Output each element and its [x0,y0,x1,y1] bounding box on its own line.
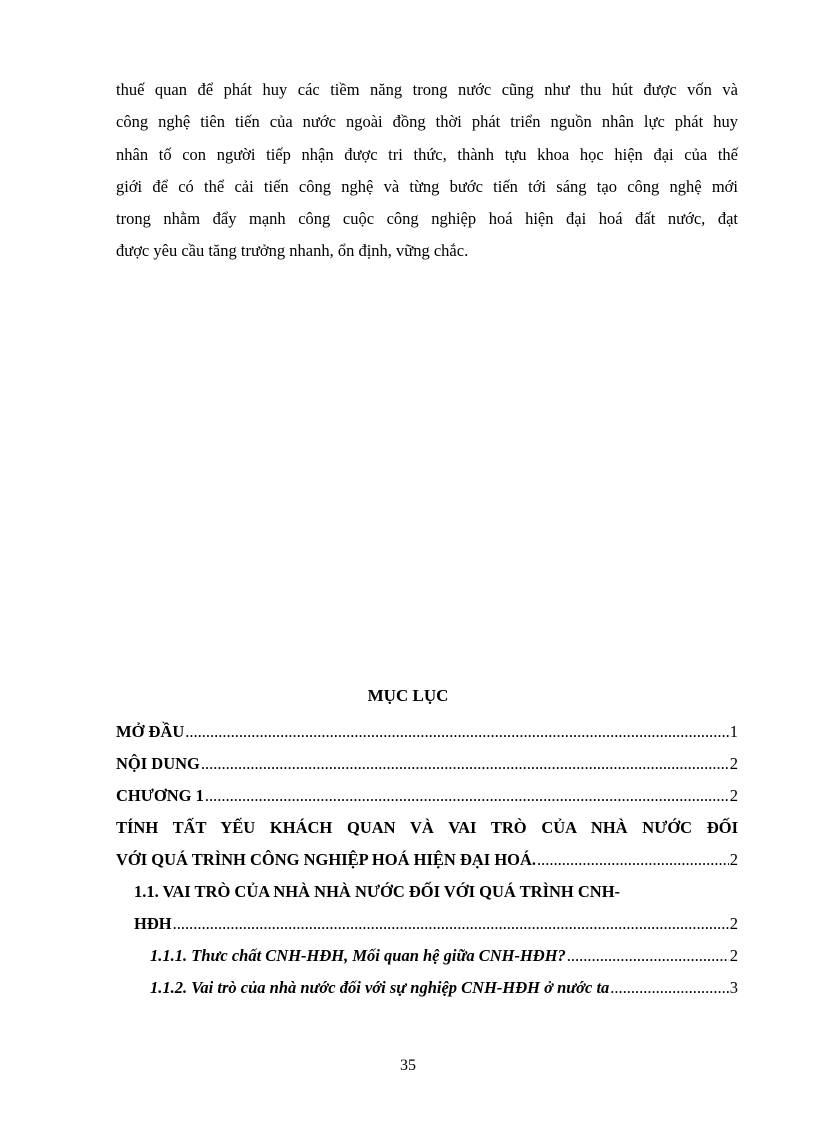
toc-leader [185,722,728,742]
body-line: nhân tố con người tiếp nhận được tri thức, thành tựu khoa học hiện đại của thế [116,144,738,164]
body-line: công nghệ tiên tiến của nước ngoài đồng thời phát triển nguồn nhân lực phát huy [116,112,738,132]
toc-entry-1-1-line1[interactable] [134,882,738,902]
toc-page-number: 1 [729,722,738,741]
toc-entry-1-1-2[interactable] [150,978,738,998]
body-line: thuế quan để phát huy các tiềm năng trong nước cũng như thu hút được vốn và [116,80,738,99]
toc-entry-label: NỘI DUNG [116,754,200,773]
toc-entry-label: 1.1.1. Thưc chất CNH-HĐH, Mối quan hệ giữa CNH-HĐH? [150,946,566,965]
toc-entry-chuong-1-title-line2[interactable] [116,850,738,870]
toc-entry-label: CHƯƠNG 1 [116,786,204,805]
toc-entry-1-1-1[interactable] [150,946,738,966]
toc-entry-noi-dung[interactable] [116,754,738,774]
toc-page-number: 2 [729,946,738,965]
toc-entry-label: HĐH [134,914,172,933]
toc-entry-label: 1.1.2. Vai trò của nhà nước đối với sự nghiệp CNH-HĐH ở nước ta [150,978,610,997]
toc-page-number: 2 [729,754,738,773]
toc-entry-label: TÍNH TẤT YẾU KHÁCH QUAN VÀ VAI TRÒ CỦA NHÀ NƯỚC ĐỐI [116,818,738,837]
toc-entry-label: MỞ ĐẦU [116,722,185,741]
toc-entry-chuong-1-title-line1[interactable] [116,818,738,838]
toc-entry-1-1-line2[interactable] [134,914,738,934]
toc-page-number: 2 [729,914,738,933]
body-line: giới để có thể cải tiến công nghệ và từng bước tiến tới sáng tạo công nghệ mới [116,176,738,196]
toc-page-number: 2 [729,850,738,869]
toc-entry-label: VỚI QUÁ TRÌNH CÔNG NGHIỆP HOÁ HIỆN ĐẠI HOÁ. [116,850,537,869]
page-number: 35 [400,1057,416,1074]
toc-entry-label: 1.1. VAI TRÒ CỦA NHÀ NHÀ NƯỚC ĐỐI VỚI QUÁ TRÌNH CNH- [134,882,621,901]
toc-entry-mo-dau[interactable] [116,722,738,742]
toc-page-number: 3 [729,978,738,997]
toc-page-number: 2 [729,786,738,805]
toc-leader [205,786,729,806]
body-line: được yêu cầu tăng trưởng nhanh, ổn định, vững chắc. [116,241,469,261]
toc-leader [201,754,729,774]
toc-leader [537,850,729,870]
toc-entry-chuong-1[interactable] [116,786,738,806]
body-line: trong nhằm đẩy mạnh công cuộc công nghiệp hoá hiện đại hoá đất nước, đạt [116,209,738,229]
toc-leader [173,914,729,934]
toc-leader [610,978,728,998]
toc-leader [567,946,729,966]
toc-title: MỤC LỤC [367,686,449,705]
body-paragraph [116,74,738,268]
